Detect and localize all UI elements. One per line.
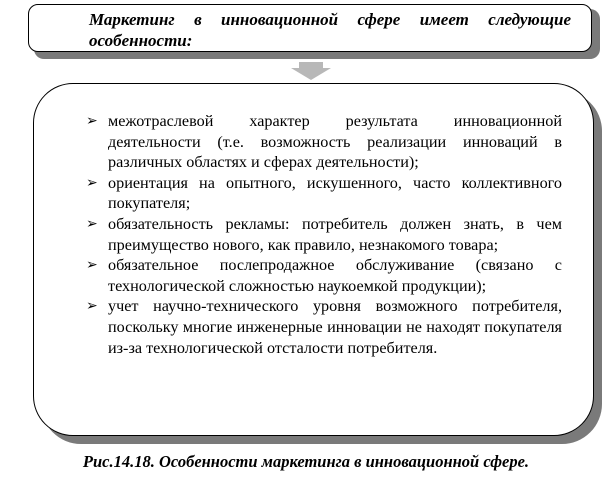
arrowhead-bullet-icon: ➢: [86, 113, 98, 129]
feature-item: [86, 173, 562, 214]
features-box: [33, 83, 594, 436]
arrowhead-bullet-icon: ➢: [86, 215, 98, 232]
feature-item: [86, 214, 562, 255]
feature-text: обязательность рекламы: потребитель должен знать, в чем преимущество нового, как правило, незнакомого товара;: [108, 214, 562, 254]
features-list: [86, 111, 562, 358]
header-box: [28, 4, 592, 52]
arrowhead-bullet-icon: ➢: [86, 298, 98, 315]
feature-text: межотраслевой характер результата инновационной деятельности (т.е. возможность реализации инноваций в различных областях и сферах деятельности);: [108, 112, 562, 172]
figure-caption: Рис.14.18. Особенности маркетинга в инновационной сфере.: [82, 452, 530, 471]
arrowhead-bullet-icon: ➢: [86, 174, 98, 191]
feature-item: [86, 111, 562, 173]
header-title: Маркетинг в инновационной сфере имеет следующие особенности:: [89, 10, 571, 50]
arrowhead-bullet-icon: ➢: [86, 257, 98, 274]
feature-item: [86, 296, 562, 358]
feature-item: [86, 255, 562, 296]
feature-text: ориентация на опытного, искушенного, часто коллективного покупателя;: [108, 173, 562, 213]
feature-text: учет научно-технического уровня возможного потребителя, поскольку многие инженерные инновации не находят покупателя из-за технологической отсталости потребителя.: [108, 297, 562, 357]
feature-text: обязательное послепродажное обслуживание (связано с технологической сложностью наукоемкой продукции);: [108, 256, 562, 295]
down-arrow-icon: [291, 68, 331, 80]
